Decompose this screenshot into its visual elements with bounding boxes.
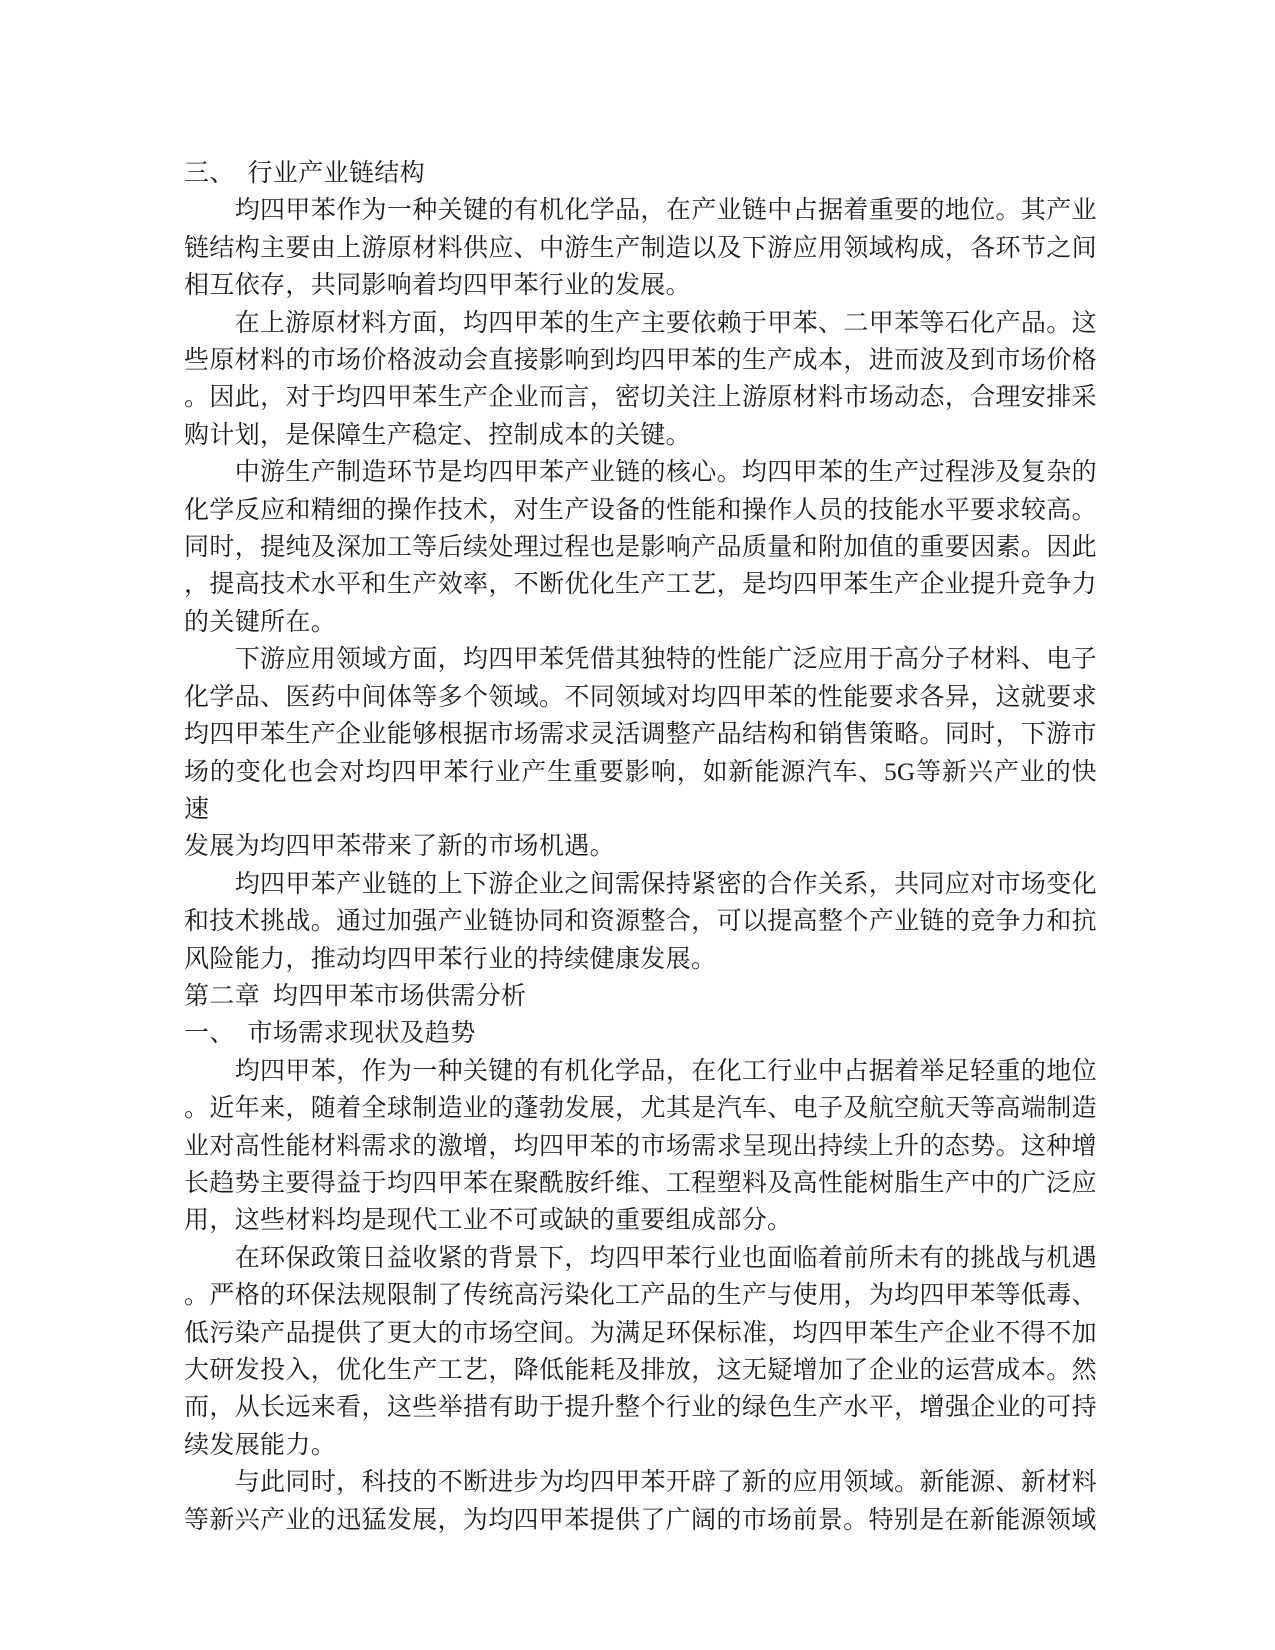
text-line: 相互依存，共同影响着均四甲苯行业的发展。: [184, 272, 692, 300]
text-line: 中游生产制造环节是均四甲苯产业链的核心。均四甲苯的生产过程涉及复杂的: [234, 459, 1097, 487]
text-line: 均四甲苯，作为一种关键的有机化学品，在化工行业中占据着举足轻重的地位: [234, 1057, 1097, 1085]
text-line: 。近年来，随着全球制造业的蓬勃发展，尤其是汽车、电子及航空航天等高端制造: [184, 1095, 1097, 1123]
text-line: 大研发投入，优化生产工艺，降低能耗及排放，这无疑增加了企业的运营成本。然: [184, 1357, 1097, 1384]
text-line: 均四甲苯作为一种关键的有机化学品，在产业链中占据着重要的地位。其产业: [234, 197, 1097, 225]
text-line: 低污染产品提供了更大的市场空间。为满足环保标准，均四甲苯生产企业不得不加: [184, 1319, 1097, 1347]
text-line: 风险能力，推动均四甲苯行业的持续健康发展。: [184, 945, 717, 973]
text-line: 同时，提纯及深加工等后续处理过程也是影响产品质量和附加值的重要因素。因此: [184, 534, 1097, 562]
text-line: 化学品、医药中间体等多个领域。不同领域对均四甲苯的性能要求各异，这就要求: [184, 683, 1097, 711]
text-line: 的关键所在。: [184, 608, 337, 636]
chapter-heading: [184, 978, 1097, 1015]
section-heading: [184, 1015, 1097, 1052]
paragraph: [184, 1240, 1097, 1464]
text-line: ，提高技术水平和生产效率，不断优化生产工艺，是均四甲苯生产企业提升竞争力: [184, 571, 1097, 599]
paragraph: [184, 641, 1097, 865]
text-line: 等新兴产业的迅猛发展，为均四甲苯提供了广阔的市场前景。特别是在新能源领域: [184, 1506, 1097, 1534]
text-line: 续发展能力。: [184, 1431, 337, 1459]
text-line: 三、 行业产业链结构: [184, 160, 426, 187]
text-line: 在环保政策日益收紧的背景下，均四甲苯行业也面临着前所未有的挑战与机遇: [234, 1244, 1097, 1272]
text-line: 均四甲苯生产企业能够根据市场需求灵活调整产品结构和销售策略。同时，下游市: [184, 721, 1097, 749]
text-line: 长趋势主要得益于均四甲苯在聚酰胺纤维、工程塑料及高性能树脂生产中的广泛应: [184, 1169, 1097, 1197]
text-line: 。严格的环保法规限制了传统高污染化工产品的生产与使用，为均四甲苯等低毒、: [184, 1282, 1097, 1310]
paragraph: [184, 1053, 1097, 1240]
paragraph: [184, 1464, 1097, 1539]
text-line: 第二章 均四甲苯市场供需分析: [184, 982, 527, 1010]
section-heading: [184, 155, 1097, 192]
text-line: 购计划，是保障生产稳定、控制成本的关键。: [184, 421, 692, 449]
text-line: 些原材料的市场价格波动会直接影响到均四甲苯的生产成本，进而波及到市场价格: [184, 347, 1097, 375]
document-text-block: [184, 155, 1097, 1539]
paragraph: [184, 192, 1097, 304]
text-line: 下游应用领域方面，均四甲苯凭借其独特的性能广泛应用于高分子材料、电子: [234, 646, 1097, 674]
text-line: 在上游原材料方面，均四甲苯的生产主要依赖于甲苯、二甲苯等石化产品。这: [234, 309, 1097, 337]
paragraph: [184, 866, 1097, 978]
text-line: 业对高性能材料需求的激增，均四甲苯的市场需求呈现出持续上升的态势。这种增: [184, 1132, 1097, 1160]
paragraph: [184, 454, 1097, 641]
text-line: 与此同时，科技的不断进步为均四甲苯开辟了新的应用领域。新能源、新材料: [234, 1469, 1097, 1497]
text-line: 化学反应和精细的操作技术，对生产设备的性能和操作人员的技能水平要求较高。: [184, 496, 1097, 524]
text-line: 而，从长远来看，这些举措有助于提升整个行业的绿色生产水平，增强企业的可持: [184, 1394, 1097, 1422]
text-line: 和技术挑战。通过加强产业链协同和资源整合，可以提高整个产业链的竞争力和抗: [184, 908, 1097, 936]
text-line: 用，这些材料均是现代工业不可或缺的重要组成部分。: [184, 1207, 793, 1235]
paragraph: [184, 305, 1097, 455]
text-line: 一、 市场需求现状及趋势: [184, 1020, 476, 1048]
text-line: 发展为均四甲苯带来了新的市场机遇。: [184, 833, 615, 861]
text-line: 链结构主要由上游原材料供应、中游生产制造以及下游应用领域构成，各环节之间: [184, 234, 1097, 262]
text-line: 。因此，对于均四甲苯生产企业而言，密切关注上游原材料市场动态，合理安排采: [184, 384, 1097, 412]
text-line: 场的变化也会对均四甲苯行业产生重要影响，如新能源汽车、5G等新兴产业的快速: [184, 758, 1097, 823]
text-line: 均四甲苯产业链的上下游企业之间需保持紧密的合作关系，共同应对市场变化: [234, 870, 1097, 898]
